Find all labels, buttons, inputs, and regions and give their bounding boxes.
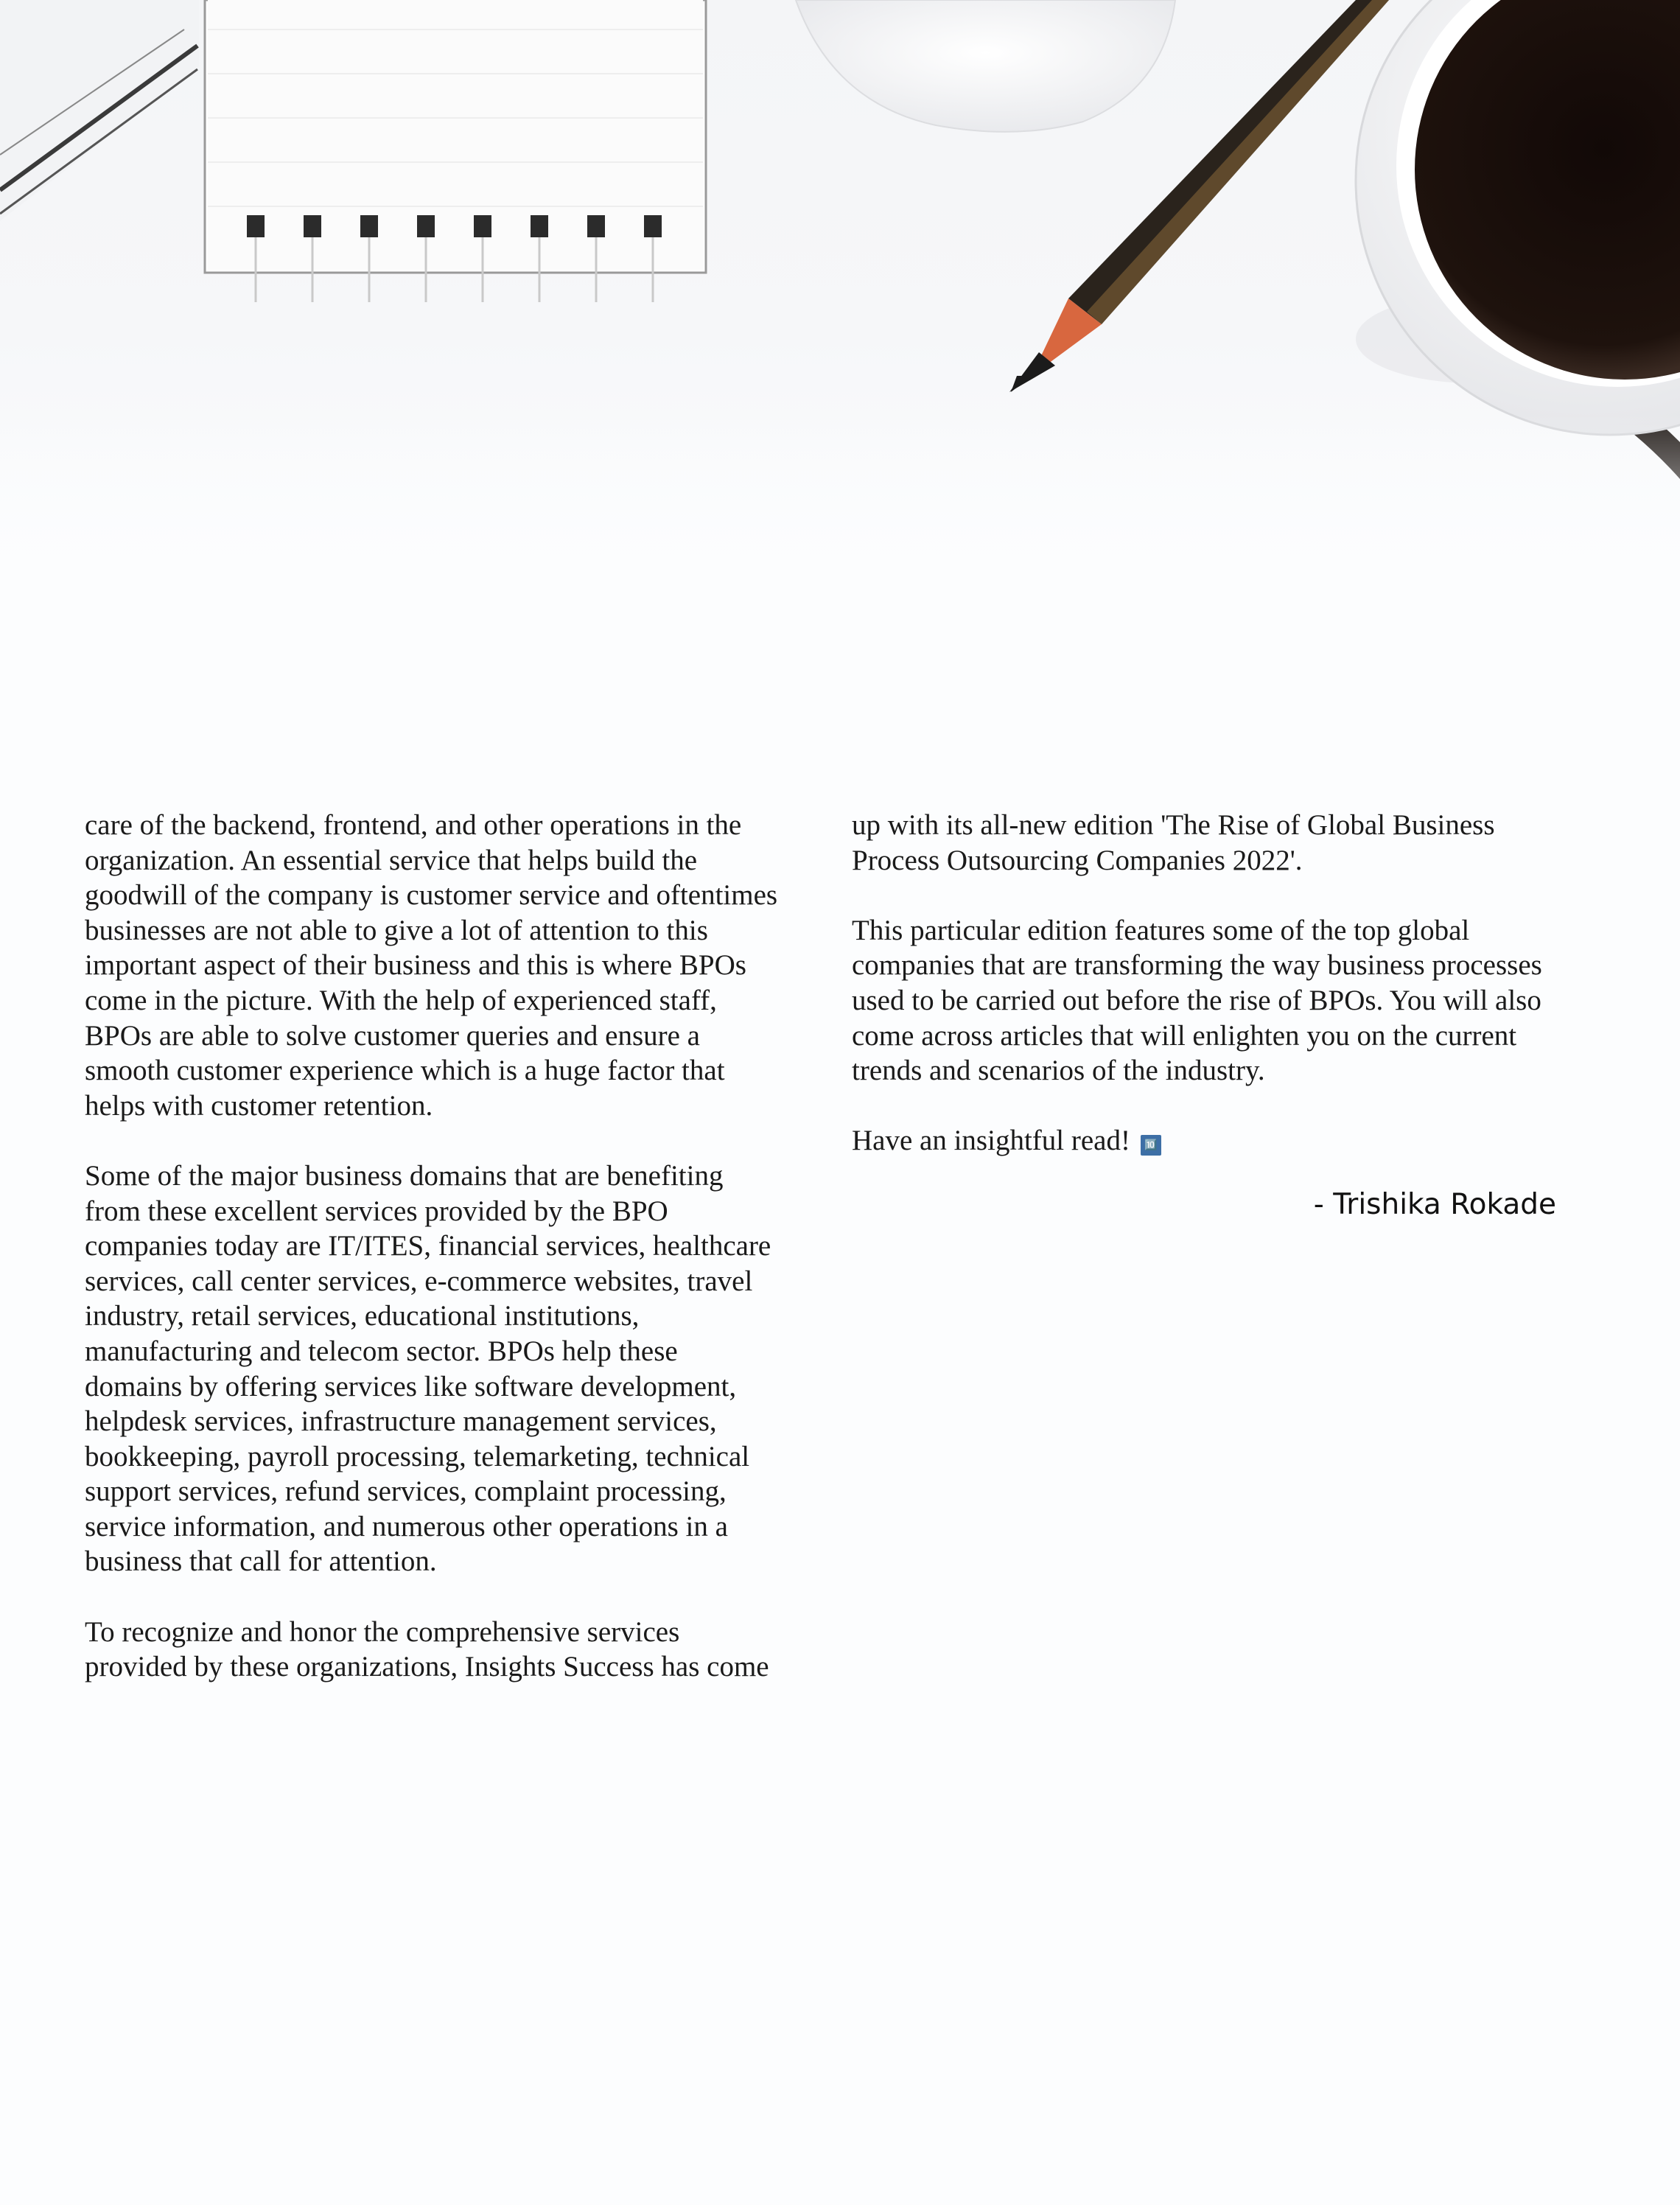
text-line: Some of the major business domains that are benefiting	[85, 1159, 724, 1192]
text-line: smooth customer experience which is a huge factor that	[85, 1055, 725, 1087]
text-line: To recognize and honor the comprehensive services	[85, 1615, 680, 1648]
text-line: bookkeeping, payroll processing, telemarketing, technical	[85, 1440, 750, 1472]
text-line: helpdesk services, infrastructure management services,	[85, 1405, 717, 1438]
text-line: Process Outsourcing Companies 2022'.	[852, 844, 1303, 876]
article-left-column	[85, 808, 822, 1685]
paragraph-2	[85, 1159, 822, 1579]
text-line: manufacturing and telecom sector. BPOs help these	[85, 1335, 678, 1367]
desk-illustration	[0, 0, 1680, 604]
text-line: provided by these organizations, Insights Success has come	[85, 1651, 769, 1683]
text-line: BPOs are able to solve customer queries and ensure a	[85, 1019, 700, 1052]
book-edge	[0, 0, 199, 221]
text-line: trends and scenarios of the industry.	[852, 1055, 1265, 1087]
closing-text: Have an insightful read!	[852, 1125, 1130, 1157]
article-right-column	[852, 808, 1589, 1159]
text-line: important aspect of their business and this is where BPOs	[85, 949, 746, 982]
paragraph-5	[852, 913, 1589, 1088]
paragraph-1	[85, 808, 822, 1123]
paragraph-spacer	[85, 1123, 822, 1159]
paragraph-spacer	[852, 1088, 1589, 1124]
text-line: used to be carried out before the rise of BPOs. You will also	[852, 984, 1541, 1016]
text-line: business that call for attention.	[85, 1545, 437, 1578]
text-line: goodwill of the company is customer service and oftentimes	[85, 879, 778, 912]
text-line: companies today are IT/ITES, financial services, healthcare	[85, 1230, 771, 1262]
notepad	[205, 0, 706, 302]
paragraph-4	[852, 808, 1589, 878]
text-line: up with its all-new edition 'The Rise of Global Business	[852, 809, 1495, 841]
closing-line	[852, 1123, 1589, 1159]
text-line: services, call center services, e-commerce websites, travel	[85, 1265, 753, 1297]
computer-mouse	[796, 0, 1175, 132]
paragraph-spacer	[852, 878, 1589, 913]
text-line: from these excellent services provided by the BPO	[85, 1195, 668, 1227]
hero-image	[0, 0, 1680, 604]
text-line: industry, retail services, educational institutions,	[85, 1300, 640, 1332]
author-signature: - Trishika Rokade	[1313, 1188, 1556, 1221]
coffee-cup	[1356, 0, 1680, 479]
text-line: helps with customer retention.	[85, 1089, 433, 1122]
text-line: companies that are transforming the way business processes	[852, 949, 1542, 982]
paragraph-3	[85, 1615, 822, 1685]
paragraph-spacer	[85, 1579, 822, 1615]
text-line: This particular edition features some of the top global	[852, 914, 1470, 946]
text-line: businesses are not able to give a lot of attention to this	[85, 914, 708, 946]
text-line: support services, refund services, complaint processing,	[85, 1475, 727, 1508]
text-line: care of the backend, frontend, and other operations in the	[85, 809, 742, 841]
keycap-ten-emoji-icon: 🔟	[1141, 1135, 1161, 1156]
text-line: domains by offering services like software development,	[85, 1370, 737, 1402]
text-line: come across articles that will enlighten you on the current	[852, 1019, 1517, 1052]
text-line: service information, and numerous other operations in a	[85, 1510, 728, 1542]
text-line: organization. An essential service that helps build the	[85, 844, 698, 876]
text-line: come in the picture. With the help of experienced staff,	[85, 984, 717, 1016]
